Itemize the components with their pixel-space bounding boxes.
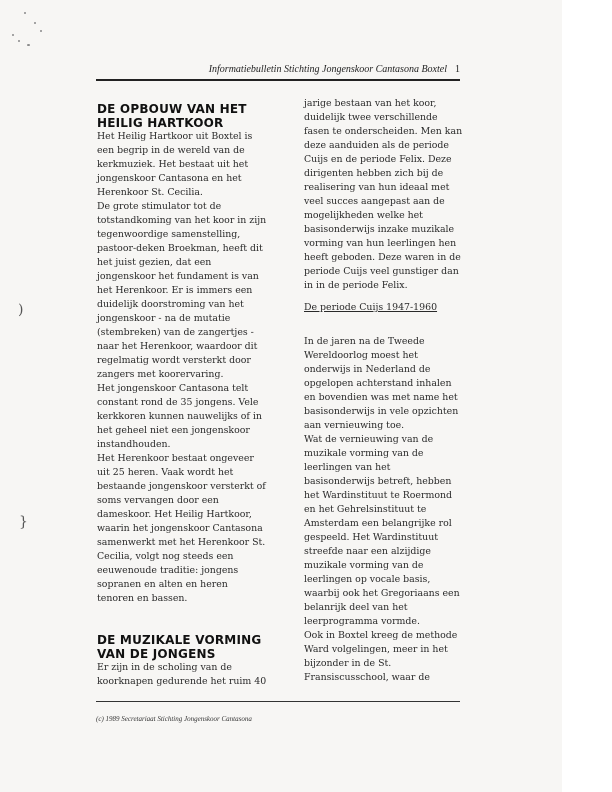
page-footer: (c) 1989 Secretariaat Stichting Jongenskoor Cantasona bbox=[96, 715, 252, 723]
paragraph: Het Heilig Hartkoor uit Boxtel is een begrip in de wereld van de kerkmuziek. Het bestaat uit het jongenskoor Cantasona en het Herenkoor St. Cecilia. bbox=[97, 131, 253, 198]
paragraph: Het jongenskoor Cantasona telt constant rond de 35 jongens. Vele kerkkoren kunnen nauwelijks of in het geheel niet een jongenskoor instandhouden. bbox=[97, 383, 262, 450]
page-header bbox=[96, 64, 460, 75]
paragraph: De grote stimulator tot de totstandkoming van het koor in zijn tegenwoordige samenstelling, pastoor-deken Broekman, heeft dit het juist gezien, dat een jongenskoor het fundament is van het Herenkoor. Er is immers een duidelijk doorstroming van het jongenskoor - na de mutatie (stembreken) van de zangertjes - naar het Herenkoor, waardoor dit regelmatig wordt versterkt door zangers met koorervaring. bbox=[97, 201, 267, 380]
punch-hole-mark: } bbox=[19, 514, 28, 530]
subheading-periode-cuijs: De periode Cuijs 1947-1960 bbox=[304, 302, 438, 313]
paragraph: Wat de vernieuwing van de muzikale vorming van de leerlingen van het basisonderwijs betreft, hebben het Wardinstituut te Roermond en het Gehrelsinstituut te Amsterdam een belangrijke rol gespeeld. Het Wardinstituut streefde naar een alzijdige muzikale vorming van de leerlingen op vocale basis, waarbij ook het Gregoriaans een belanrijk deel van het leerprogramma vormde. bbox=[304, 434, 460, 627]
paragraph: In de jaren na de Tweede Wereldoorlog moest het onderwijs in Nederland de opgelopen achterstand inhalen en bovendien was met name het basisonderwijs in vele opzichten aan vernieuwing toe. bbox=[304, 336, 459, 431]
scan-speck bbox=[12, 34, 14, 36]
paragraph-continued: jarige bestaan van het koor, duidelijk twee verschillende fasen te onderscheiden. Men kan deze aanduiden als de periode Cuijs en de periode Felix. Deze dirigenten hebben zich bij de realisering van hun ideaal met veel succes aangepast aan de mogelijkheden welke het basisonderwijs inzake muzikale vorming van hun leerlingen hen heeft geboden. Deze waren in de periode Cuijs veel gunstiger dan in in de periode Felix. bbox=[304, 98, 463, 291]
section-heading-vorming: DE MUZIKALE VORMING VAN DE JONGENS bbox=[97, 633, 262, 661]
left-column bbox=[97, 102, 267, 689]
punch-hole-mark: ) bbox=[18, 302, 24, 318]
footer-rule bbox=[96, 701, 460, 702]
section-heading-opbouw: DE OPBOUW VAN HET HEILIG HARTKOOR bbox=[97, 102, 247, 130]
scan-speck bbox=[24, 12, 26, 14]
paragraph: Ook in Boxtel kreeg de methode Ward volgelingen, meer in het bijzonder in de St. Fransiscusschool, waar de bbox=[304, 630, 458, 683]
scan-speck bbox=[18, 40, 20, 42]
paragraph: Het Herenkoor bestaat ongeveer uit 25 heren. Vaak wordt het bestaande jongenskoor versterkt of soms vervangen door een dameskoor. Het Heilig Hartkoor, waarin het jongenskoor Cantasona samenwerkt met het Herenkoor St. Cecilia, volgt nog steeds een eeuwenoude traditie: jongens sopranen en alten en heren tenoren en bassen. bbox=[97, 453, 266, 604]
page-number: 1 bbox=[455, 64, 460, 75]
scan-speck bbox=[27, 44, 30, 46]
right-column bbox=[304, 97, 464, 685]
paragraph: Er zijn in de scholing van de koorknapen gedurende het ruim 40 bbox=[97, 662, 267, 687]
header-rule bbox=[96, 79, 460, 81]
header-title: Informatiebulletin Stichting Jongenskoor Cantasona Boxtel bbox=[208, 64, 447, 75]
scan-speck bbox=[34, 22, 36, 24]
scan-speck bbox=[40, 30, 42, 32]
